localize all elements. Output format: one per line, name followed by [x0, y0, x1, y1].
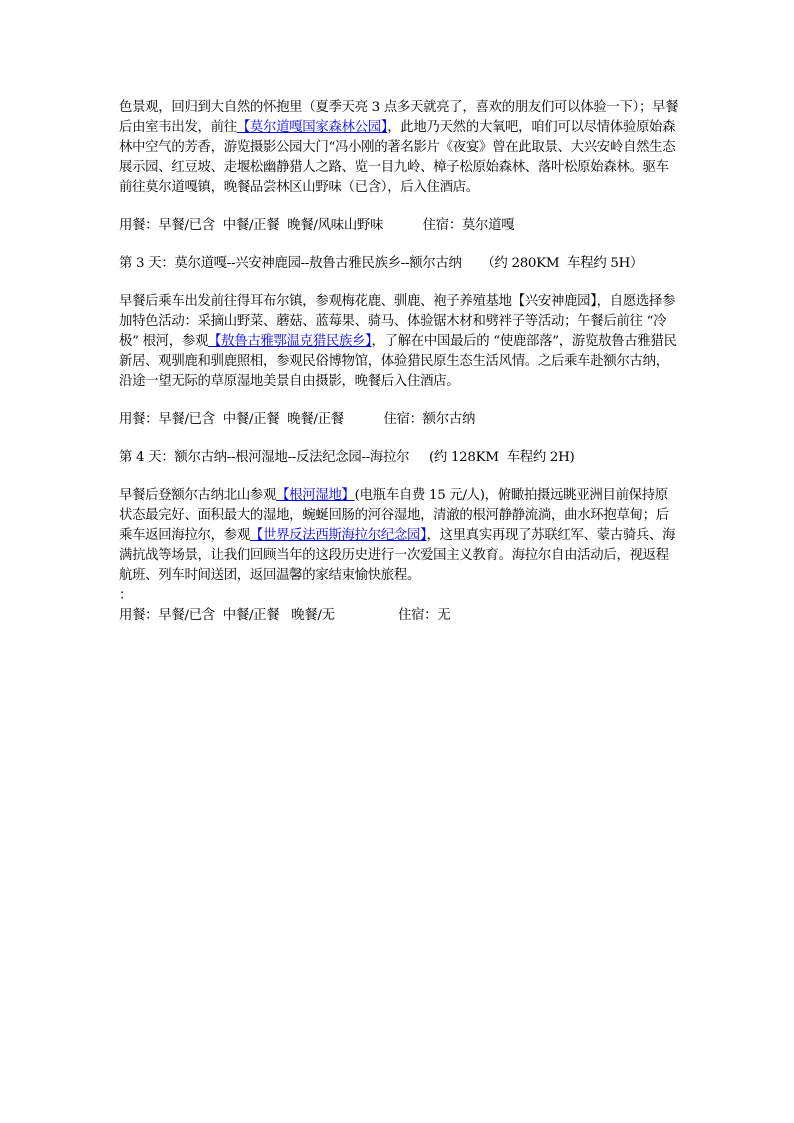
moerdaoga-forest-park-link[interactable]: 【莫尔道嘎国家森林公园】	[236, 120, 388, 135]
genhe-wetland-link[interactable]: 【根河湿地】	[276, 488, 355, 503]
spacer	[119, 430, 679, 448]
day3-heading: 第 3 天：莫尔道嘎--兴安神鹿园--敖鲁古雅民族乡--额尔古纳 （约 280KM 车程约 5H）	[119, 256, 644, 271]
meals-info: 用餐：早餐/已含 中餐/正餐 晚餐/无	[119, 608, 335, 623]
spacer	[119, 236, 679, 254]
day3-meals-row	[119, 410, 679, 430]
day4-description	[119, 486, 679, 586]
spacer	[119, 468, 679, 486]
spacer	[119, 198, 679, 216]
stay-info: 住宿：额尔古纳	[383, 412, 476, 427]
day4-text-c: ，这里真实再现了苏联红军、蒙古骑兵、海满抗战等场景，让我们回顾当年的这段历史进行一次爱国主义教育。海拉尔自由活动后，视返程航班、列车时间送团，返回温馨的家结束愉快旅程。	[119, 528, 676, 583]
day3-text-a: 早餐后乘车出发前往得耳布尔镇，参观梅花鹿、驯鹿、袍子养殖基地【兴安神鹿园】，自愿选择参加特色活动：采摘山野菜、蘑菇、蓝莓果、骑马、体验锯木材和劈袢子等活动；午餐后前往 “冷极” 根河，参观	[119, 294, 676, 349]
itinerary-document	[119, 98, 679, 626]
day2-text-b: ，此地乃天然的大氧吧，咱们可以尽情体验原始森林中空气的芳香，游览摄影公园大门“冯小刚的著名影片《夜宴》曾在此取景、大兴安岭自然生态展示园、红豆坡、走堰松幽静猎人之路、览一目九岭、樟子松原始森林、落叶松原始森林。驱车前往莫尔道嘎镇，晚餐品尝林区山野味（已含），后入住酒店。	[119, 120, 676, 195]
day4-meals-row	[119, 606, 679, 626]
day4-text-a: 早餐后登额尔古纳北山参观	[119, 488, 277, 503]
day2-description	[119, 98, 679, 198]
stay-info: 住宿：无	[398, 608, 451, 623]
day2-meals-row	[119, 216, 679, 236]
day3-text-b: ，了解在中国最后的 “使鹿部落”，游览敖鲁古雅猎民新居、观驯鹿和驯鹿照相，参观民俗博物馆，体验猎民原生态生活风情。之后乘车赴额尔古纳，沿途一望无际的草原湿地美景自由摄影，晚餐后入住酒店。	[119, 334, 677, 389]
colon-line: ：	[119, 588, 133, 603]
day4-text-b: (电瓶车自费 15 元/人)，俯瞰拍摄远眺亚洲目前保持原状态最完好、面积最大的湿地，蜿蜒回肠的河谷湿地，清澈的根河静静流淌，曲水环抱草甸；后乘车返回海拉尔，参观	[119, 488, 669, 543]
meals-info: 用餐：早餐/已含 中餐/正餐 晚餐/风味山野味	[119, 218, 384, 233]
spacer	[119, 274, 679, 292]
day3-description	[119, 292, 679, 392]
meals-info: 用餐：早餐/已含 中餐/正餐 晚餐/正餐	[119, 412, 344, 427]
aoluguya-ethnic-township-link[interactable]: 【敖鲁古雅鄂温克猎民族乡】	[208, 334, 372, 349]
day4-heading: 第 4 天：额尔古纳--根河湿地--反法纪念园--海拉尔 (约 128KM 车程约 2H)	[119, 450, 575, 465]
stay-info: 住宿：莫尔道嘎	[422, 218, 515, 233]
day2-text-a: 色景观，回归到大自然的怀抱里（夏季天亮 3 点多天就亮了，喜欢的朋友们可以体验一下）；早餐后由室韦出发，前往	[119, 100, 679, 135]
spacer	[119, 392, 679, 410]
anti-fascist-memorial-link[interactable]: 【世界反法西斯海拉尔纪念园】	[249, 528, 427, 543]
